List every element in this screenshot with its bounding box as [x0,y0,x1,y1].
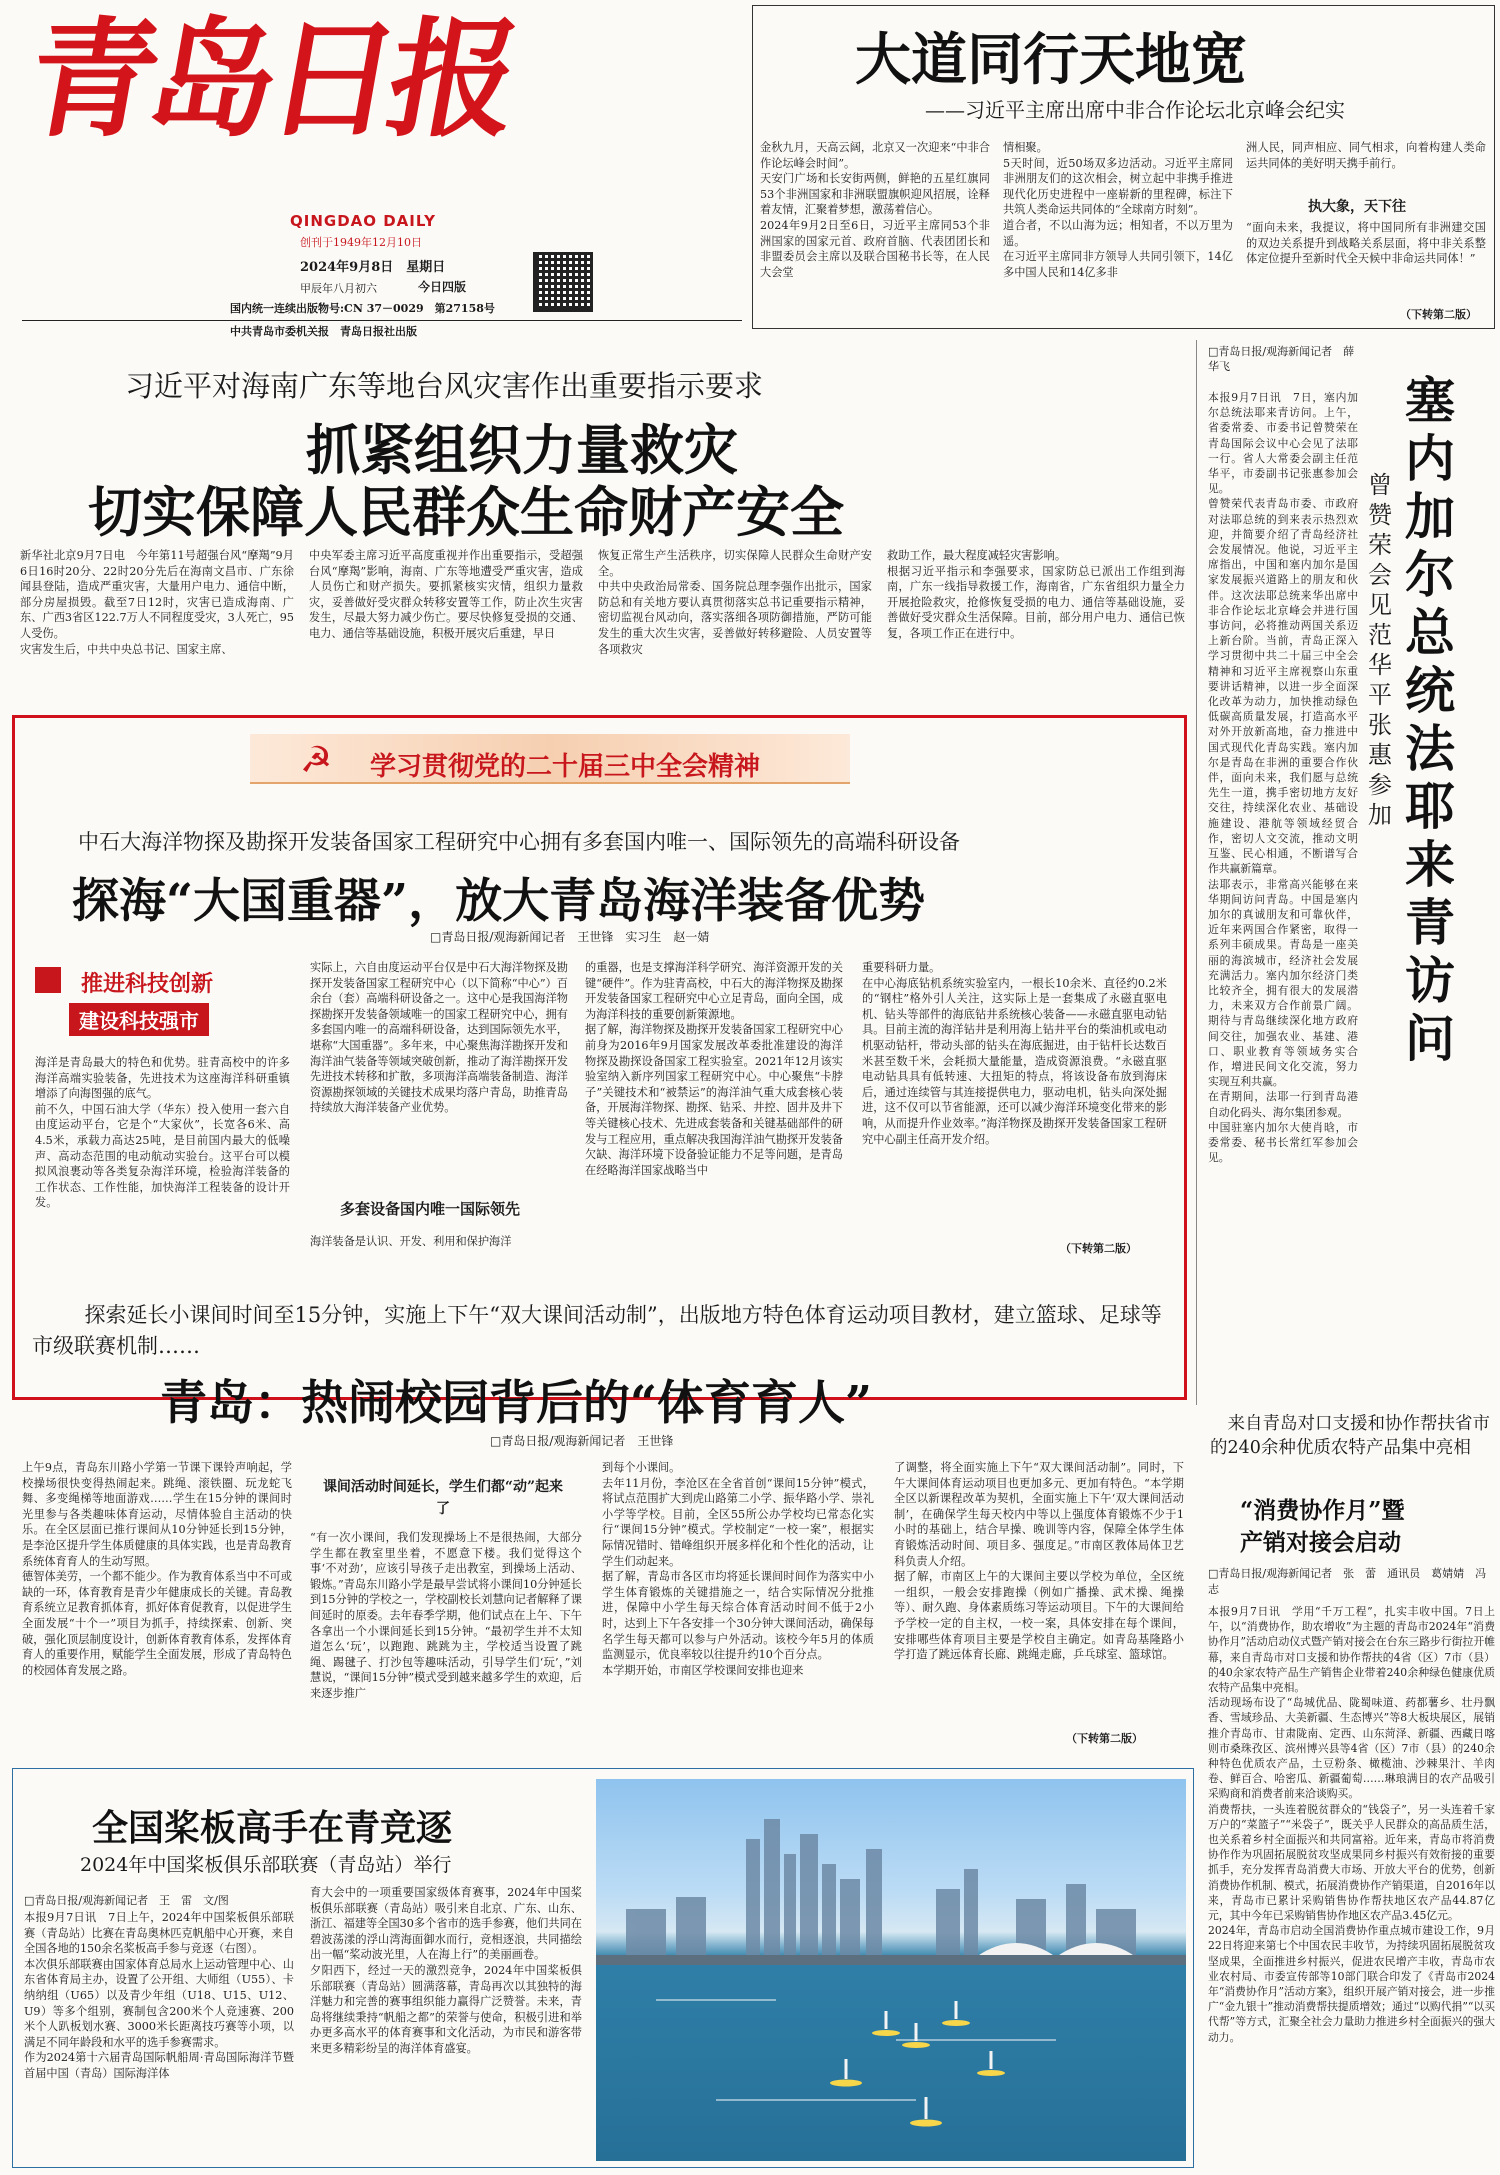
lead-kicker: 习近平对海南广东等地台风灾害作出重要指示要求 [125,369,764,403]
side-byline: □青岛日报/观海新闻记者 薛华飞 [1208,345,1355,373]
sports-byline: □青岛日报/观海新闻记者 王世锋 [490,1434,674,1448]
sports-continued: （下转第二版） [1066,1732,1143,1745]
lead-col3: 恢复正常生产生活秩序，切实保障人民群众生命财产安全。 中共中央政治局常委、国务院总理李强作出批示，国家防总和有关地方要认真贯彻落实总书记重要指示精神，密切监视台风动向，落实落细各项防御措施，严防可能发生的重大次生灾害，妥善做好转移避险、人员安置等各项救灾 [598,549,872,656]
topstory-subtitle: ——习近平主席出席中非合作论坛北京峰会纪实 [925,98,1345,122]
cn-number: 国内统一连续出版物号:CN 37－0029 第27158号 [230,302,495,315]
page-count: 今日四版 [418,280,467,294]
feature-col2: 实际上，六自由度运动平台仅是中石大海洋物探及勘探开发装备国家工程研究中心（以下简称“中心”）百余台（套）高端科研设备之一。这中心是我国海洋物探勘探开发装备领域唯一的国家工程研究中心，拥有多套国内唯一的高端科研设备，达到国际领先水平，堪称“大国重器”。多年来，中心聚焦海洋勘探开发和海洋油气装备等领域突破创新，推动了海洋勘探开发先进技术转移和扩散，多项海洋高端装备制造、海洋资源勘探领域的关键技术成果均落户青岛，助推青岛持续放大海洋装备产业优势。 [310,961,568,1115]
party-emblem-icon: ☭ [300,740,333,781]
feature-continued: （下转第二版） [1060,1242,1137,1255]
flag-icon [35,967,61,993]
topstory-section-head: 执大象，天下往 [1308,199,1406,215]
sports-col2: “有一次小课间，我们发现操场上不是很热闹，大部分学生都在教室里坐着，不愿意下楼。我们觉得这个事‘不对劲’，应该引导孩子走出教室，到操场上活动、锻炼。”青岛东川路小学是最早尝试将小课间10分钟延长到15分钟的学校之一，学校副校长刘慧向记者解释了课间延时的原委。去年春季学期，他们试点在上午、下午各拿出一个小课间延长到15分钟。“最初学生并不太知道怎么‘玩’，以跑跑、跳跳为主，学校适当设置了跳绳、踢毽子、打沙包等趣味活动，引导学生们‘玩’，”刘慧说，“课间15分钟”模式受到越来越多学生的欢迎，后来逐步推广 [310,1531,582,1700]
masthead-rule [22,320,742,321]
feature-tag-1: 推进科技创新 [81,971,214,997]
masthead [16,0,530,260]
topstory-col3: 洲人民，同声相应、同气相求，向着构建人类命运共同体的美好明天携手前行。 [1246,141,1486,170]
feature-col4: 重要科研力量。 在中心海底钻机系统实验室内，一根长10余米、直径约0.2米的“钢柱”格外引人关注，这实际上是一套集成了永磁直驱电机、钻头等部件的海底钻井系统核心装备——永磁直驱电动钻具。目前主流的海洋钻井是利用海上钻井平台的柴油机或电动机驱动钻杆，带动头部的钻头在海底掘进，由于钻杆长达数百米甚至数千米，会耗损大量能量，造成资源浪费。“永磁直驱电动钻具具有低转速、大扭矩的特点，将该设备布放到海床后，通过连续管与其连接提供电力，驱动电机，钻头向深处掘进，这不仅可以节省能源，还可以减少海洋环境变化带来的影响，从而提升作业效率。”海洋物探及勘探开发装备国家工程研究中心副主任高开发介绍。 [862,961,1167,1146]
sports-col3: 到每个小课间。 去年11月份，李沧区在全省首创“课间15分钟”模式，将试点范围扩大到虎山路第二小学、振华路小学、崇礼小学等学校。目前，全区55所公办学校均已常态化实行“课间15分钟”模式。学校制定“一校一案”，根据实际情况错时、错峰组织开展多样化和个性化的活动，让学生们动起来。 据了解，青岛市各区市均将延长课间时间作为落实中小学生体育锻炼的关键措施之一，结合实际情况分批推进，保障中小学生每天综合体育活动时间不低于2小时，达到上下午各安排一个30分钟大课间活动，确保每名学生每天都可以参与户外活动。该校今年5月的体质监测显示，优良率较以往提升约10个百分点。 本学期开始，市南区学校课间安排也迎来 [602,1461,874,1677]
qr-code[interactable] [533,252,593,312]
paddle-photo [596,1779,1186,2161]
lead-title-2[interactable]: 切实保障人民群众生命财产安全 [88,480,844,544]
feature-subhead: 多套设备国内唯一国际领先 [340,1200,521,1218]
paddle-col2: 育大会中的一项重要国家级体育赛事，2024年中国桨板俱乐部联赛（青岛站）吸引来自北京、广东、山东、浙江、福建等全国30多个省市的选手参赛，他们共同在碧波荡漾的浮山湾海面御水而行，竞相逐浪，共同描绘出一幅“桨动波光里，人在海上行”的美丽画卷。 夕阳西下，经过一天的激烈竞争，2024年中国桨板俱乐部联赛（青岛站）圆满落幕，青岛再次以其独特的海洋魅力和完善的赛事组织能力赢得广泛赞誉。未来，青岛将继续秉持“帆船之都”的荣誉与使命，积极引进和举办更多高水平的体育赛事和文化活动，为市民和游客带来更多精彩纷呈的海洋体育盛宴。 [310,1886,582,2055]
topstory-title[interactable]: 大道同行天地宽 [855,27,1247,93]
feature-col2b: 海洋装备是认识、开发、利用和保护海洋 [310,1235,512,1248]
consume-byline: □青岛日报/观海新闻记者 张 蕾 通讯员 葛婧婧 冯 志 [1208,1567,1498,1596]
side-divider [1196,340,1197,1405]
lead-col4: 救助工作，最大程度减轻灾害影响。 根据习近平指示和李强要求，国家防总已派出工作组到海南，广东一线指导救援工作，海南省，广东省组织力量全力开展抢险救灾，抢修恢复受损的电力、通信等基础设施，妥善做好受灾群众生活保障。目前，部分用户电力、通信已恢复，各项工作正在进行中。 [887,549,1185,640]
masthead-en: QINGDAO DAILY [290,212,436,230]
sports-col1: 上午9点，青岛东川路小学第一节课下课铃声响起，学校操场很快变得热闹起来。跳绳、滚铁圈、玩龙蛇飞舞、多变绳梯等地面游戏……学生在15分钟的课间时光里参与各类趣味体育运动，尽情体验自主活动的快乐。在全区层面已推行课间从10分钟延长到15分钟，是李沧区提升学生体质健康的具体实践，也是青岛教育系统体育育人的生动写照。 德智体美劳，一个都不能少。作为教育体系当中不可或缺的一环，体育教育是青少年健康成长的关键。青岛教育系统立足教育抓体育，抓好体育促教育，以促进学生全面发展“十个一”项目为抓手，持续探索、创新、突破，强化顶层制度设计，创新体育教育体系，发挥体育育人的重要作用，赋能学生全面发展，形成了青岛特色的校园体育发展之路。 [22,1461,292,1677]
side-text: 本报9月7日讯 7日，塞内加尔总统法耶来青访问。上午，省委常委、市委书记曾赞荣在青岛国际会议中心会见了法耶一行。省人大常委会副主任范华平，市委副书记张惠参加会见。 曾赞荣代表青岛市委、市政府对法耶总统的到来表示热烈欢迎，并简要介绍了青岛经济社会发展情况。他说，习近平主席指出，中国和塞内加尔是国家发展振兴道路上的朋友和伙伴。这次法耶总统来华出席中非合作论坛北京峰会并进行国事访问，必将推动两国关系迈上新台阶。当前，青岛正深入学习贯彻中共二十届三中全会精神和习近平主席视察山东重要讲话精神，以进一步全面深化改革为动力，加快推动绿色低碳高质量发展，打造高水平对外开放新高地，奋力推进中国式现代化青岛实践。塞内加尔是青岛在非洲的重要合作伙伴，面向未来，我们愿与总统先生一道，携手密切地方友好交往，持续深化农业、基础设施建设、港航等领域经贸合作，密切人文交流，推动文明互鉴、民心相通，不断谱写合作共赢新篇章。 法耶表示，非常高兴能够在来华期间访问青岛。中国是塞内加尔的真诚朋友和可靠伙伴，近年来两国合作紧密，取得一系列丰硕成果。青岛是一座美丽的海滨城市，经济社会发展充满活力。塞内加尔经济门类比较齐全，拥有很大的发展潜力，未来双方合作前景广阔。期待与青岛继续深化地方政府间交往，加强农业、基建、港口、职业教育等领域务实合作，增进民间文化交流，努力实现互利共赢。 在青期间，法耶一行到青岛港自动化码头、海尔集团参观。 中国驻塞内加尔大使肖晗，市委常委、秘书长常红军参加会见。 [1208,391,1358,1165]
sports-col4: 了调整，将全面实施上下午“双大课间活动制”。同时，下午大课间体育运动项目也更加多元、更加有特色。“本学期全区以新课程改革为契机，全面实施上下午‘双大课间活动制’，在确保学生每天校内中等以上强度体育锻炼不少于1小时的基础上，结合早操、晚训等内容，保障全体学生体育锻炼活动时间、项目多、强度足。”市南区教体局体卫艺科负责人介绍。 据了解，市南区上午的大课间主要以学校为单位，全区统一组织，一般会安排跑操（例如广播操、武术操、绳操等）、耐久跑、身体素质练习等运动项目。下午的大课间给予学校一定的自主权，一校一案，具体安排在每个课间，安排哪些体育项目主要是学校自主确定。如青岛基隆路小学打造了跳远体育长廊、跳绳走廊，乒乓球室、篮球馆。 [894,1461,1184,1662]
founded: 创刊于1949年12月10日 [300,236,422,249]
topstory-col3b: “面向未来，我提议，将中国同所有非洲建交国的双边关系提升到战略关系层面，将中非关系整体定位提升至新时代全天候中非命运共同体！” [1246,221,1486,266]
consume-title-1[interactable]: “消费协作月”暨 [1240,1497,1405,1524]
sponsor-line: 中共青岛市委机关报 青岛日报社出版 [230,325,417,338]
masthead-title: 青岛日报 [16,5,524,155]
consume-title-2[interactable]: 产销对接会启动 [1240,1529,1401,1556]
issue-date: 2024年9月8日 星期日 [300,260,446,275]
feature-kicker: 中石大海洋物探及勘探开发装备国家工程研究中心拥有多套国内唯一、国际领先的高端科研设备 [78,830,960,854]
feature-col1: 海洋是青岛最大的特色和优势。驻青高校中的许多海洋高端实验装备，先进技术为这座海洋科研重镇增添了向海图强的底气。 前不久，中国石油大学（华东）投入使用一套六自由度运动平台，它是个“大家伙”，长宽各6米、高4.5米，承载力高达25吨，是目前国内最大的低噪声、高动态范围的电动航动实验台。这平台可以模拟风浪裹动等各类复杂海洋环境，检验海洋装备的工作状态、工作性能，加快海洋工程装备的设计开发。 [35,1056,290,1210]
consume-text: 本报9月7日讯 学用“千万工程”，扎实丰收中国。7日上午，以“消费协作，助农增收”为主题的青岛市2024年“消费协作月”活动启动仪式暨产销对接会在台东三路步行街拉开帷幕，来自青岛市对口支援和协作帮扶的4省（区）7市（县）的40余家农特产品生产销售企业带着240余种绿色健康优质农特产品集中亮相。 活动现场布设了“岛城优品、陇蜀味道、药都薯乡、壮丹飘香、雪域珍品、大美新疆、生态博兴”等8大板块展区，展销推介青岛市、甘肃陇南、定西、山东菏泽、新疆、西藏日喀则市桑珠孜区、滨州博兴县等4省（区）7市（县）的240余种特色优质农产品，土豆粉条、橄榄油、沙棘果汁、羊肉卷、鲜百合、哈密瓜、新疆葡萄……琳琅满目的农产品吸引采购商和消费者前来洽谈购买。 消费帮扶，一头连着脱贫群众的“钱袋子”，另一头连着千家万户的“菜篮子”“米袋子”，既关乎人民群众的高品质生活，也关系着乡村全面振兴和共同富裕。近年来，青岛市将消费协作作为巩固拓展脱贫攻坚成果同乡村振兴有效衔接的重要抓手，充分发挥青岛消费大市场、开放大平台的优势，创新消费协作机制、模式，拓展消费协作产销渠道，自2016年以来，青岛市已累计采购销售协作帮扶地区农产品44.87亿元，其中今年已采购销售协作地区农产品3.45亿元。 2024年，青岛市启动全国消费协作重点城市建设工作，9月22日将迎来第七个中国农民丰收节，为持续巩固拓展脱贫攻坚成果，全面推进乡村振兴，促进农民增产丰收，青岛市农业农村局、市委宣传部等10部门联合印发了《青岛市2024年“消费协作月”活动方案》，组织开展产销对接会，进一步推广“金九银十”推动消费帮扶提质增效；通过“以购代捐”“以买代帮”等方式，汇聚全社会力量助力推进乡村全面振兴的强大动力。 [1208,1605,1495,2044]
topstory-continued: （下转第二版） [1400,308,1477,321]
lead-title-1[interactable]: 抓紧组织力量救灾 [306,418,738,482]
topstory-col2: 情相聚。 5天时间，近50场双多边活动。习近平主席同非洲朋友们的这次相会，树立起中非携手推进现代化历史进程中一座崭新的里程碑，标注下共筑人类命运共同体的“全球南方时刻”。 道合者，不以山海为远；相知者，不以万里为遥。 在习近平主席同非方领导人共同引领下，14亿多中国人民和14亿多非 [1003,141,1233,279]
sports-subhead: 课间活动时间延长，学生们都“动”起来了 [322,1479,564,1517]
lunar-date: 甲辰年八月初六 [300,282,377,295]
feature-banner-text: 学习贯彻党的二十届三中全会精神 [370,752,761,782]
lead-col2: 中央军委主席习近平高度重视并作出重要指示，受超强台风“摩羯”影响，海南、广东等地遭受严重灾害，造成人员伤亡和财产损失。要抓紧核实灾情，组织力量救灾，妥善做好受灾群众转移安置等工作，防止次生灾害发生，尽最大努力减少伤亡。要尽快修复受损的交通、电力、通信等基础设施，积极开展灾后重建，早日 [309,549,583,640]
consume-kicker: 来自青岛对口支援和协作帮扶省市的240余种优质农特产品集中亮相 [1210,1414,1490,1458]
paddle-subtitle: 2024年中国桨板俱乐部联赛（青岛站）举行 [80,1854,452,1876]
side-title[interactable]: 塞内加尔总统法耶来青访问 [1405,371,1455,1068]
paddle-col1: 本报9月7日讯 7日上午，2024年中国桨板俱乐部联赛（青岛站）比赛在青岛奥林匹克帆船中心开赛，来自全国各地的150余名桨板高手参与竞逐（右图）。 本次俱乐部联赛由国家体育总局水上运动管理中心、山东省体育局主办，设置了公开组、大师组（U55）、卡纳纳组（U65）以及青少年组（U18、U15、U12、U9）等多个组别，赛制包含200米个人竞速赛、200米个人趴板划水赛、3000米长距离技巧赛等小项，以满足不同年龄段和水平的选手参赛需求。 作为2024第十六届青岛国际帆船周·青岛国际海洋节暨首届中国（青岛）国际海洋体 [24,1911,294,2080]
sports-title[interactable]: 青岛：热闹校园背后的“体育育人” [160,1376,873,1431]
paddle-title[interactable]: 全国桨板高手在青竞逐 [92,1807,453,1849]
feature-col3: 的重器，也是支撑海洋科学研究、海洋资源开发的关键“硬件”。作为驻青高校，中石大的海洋物探及勘探开发装备国家工程研究中心立足青岛，面向全国，成为海洋科技的重要创新策源地。 据了解，海洋物探及勘探开发装备国家工程研究中心前身为2016年9月国家发展改革委批准建设的海洋物探及勘探设备国家工程实验室。2021年12月该实验室纳入新序列国家工程研究中心。中心聚焦“卡脖子”关键技术和“被禁运”的海洋油气重大成套核心装备，开展海洋物探、勘探、钻采、井控、固井及井下等关键核心技术、先进成套装备和关键基础部件的研发与工程应用，重点解决我国海洋油气勘探开发装备欠缺、海洋环境下设备验证能力不足等问题，是青岛在经略海洋国家战略当中 [585,961,843,1177]
sports-kicker: 探索延长小课间时间至15分钟，实施上下午“双大课间活动制”，出版地方特色体育运动项目教材，建立篮球、足球等市级联赛机制…… [32,1303,1162,1358]
lead-col1: 新华社北京9月7日电 今年第11号超强台风“摩羯”9月6日16时20分、22时20分先后在海南文昌市、广东徐闻县登陆，造成严重灾害，大量用户电力、通信中断，部分房屋损毁。截至7日12时，灾害已造成海南、广东、广西3省区122.7万人不同程度受灾，3人死亡，95人受伤。 灾害发生后，中共中央总书记、国家主席、 [20,549,294,656]
side-subtitle: 曾赞荣会见 范华平张惠参加 [1368,471,1416,829]
paddle-photo-scene [596,1779,1186,2161]
feature-tag [35,965,285,1043]
paddle-byline: □青岛日报/观海新闻记者 王 雷 文/图 [24,1894,229,1907]
feature-tag-2: 建设科技强市 [69,1003,209,1036]
feature-title[interactable]: 探海“大国重器”，放大青岛海洋装备优势 [72,874,926,929]
feature-byline: □青岛日报/观海新闻记者 王世锋 实习生 赵一婧 [430,930,710,944]
topstory-col1: 金秋九月，天高云阔，北京又一次迎来“中非合作论坛峰会时间”。 天安门广场和长安街两侧，鲜艳的五星红旗同53个非洲国家和非洲联盟旗帜迎风招展，诠释着友情，汇聚着梦想，激荡着信心。 2024年9月2日至6日，习近平主席同53个非洲国家的国家元首、政府首脑、代表团团长和非盟委员会主席以及联合国秘书长等，在人民大会堂 [760,141,990,279]
